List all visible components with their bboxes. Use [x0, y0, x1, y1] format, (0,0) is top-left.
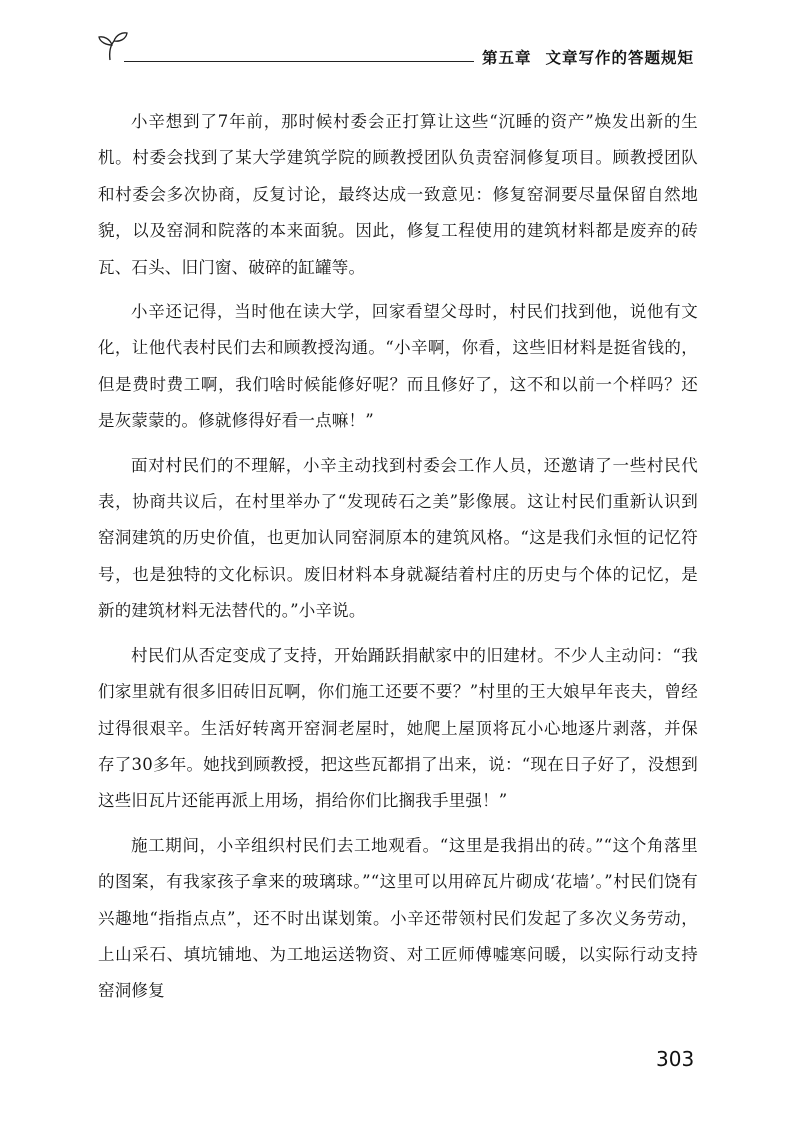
paragraph-4: 村民们从否定变成了支持，开始踊跃捐献家中的旧建材。不少人主动问：“我们家里就有很多旧砖旧瓦啊，你们施工还要不要？”村里的王大娘早年丧夫，曾经过得很艰辛。生活好转离开窑洞老屋时，她爬上屋顶将瓦小心地逐片剥落，并保存了30多年。她找到顾教授，把这些瓦都捐了出来，说：“现在日子好了，没想到这些旧瓦片还能再派上用场，捐给你们比搁我手里强！” [98, 645, 698, 811]
paragraph-2: 小辛还记得，当时他在读大学，回家看望父母时，村民们找到他，说他有文化，让他代表村民们去和顾教授沟通。“小辛啊，你看，这些旧材料是挺省钱的，但是费时费工啊，我们啥时候能修好呢？而且修好了，这不和以前一个样吗？还是灰蒙蒙的。修就修得好看一点嘛！” [98, 302, 698, 431]
sprout-ornament-icon [96, 30, 130, 62]
chapter-number: 第五章 [482, 49, 532, 67]
chapter-title: 文章写作的答题规矩 [545, 49, 695, 67]
paragraph-5: 施工期间，小辛组织村民们去工地观看。“这里是我捐出的砖。”“这个角落里的图案，有我家孩子拿来的玻璃球。”“这里可以用碎瓦片砌成‘花墙’。”村民们饶有兴趣地“指指点点”，还不时出谋划策。小辛还带领村民们发起了多次义务劳动，上山采石、填坑铺地、为工地运送物资、对工匠师傅嘘寒问暖，以实际行动支持窑洞修复 [98, 835, 698, 1001]
body-text [98, 104, 698, 1018]
header-rule [124, 61, 474, 62]
running-header [0, 0, 800, 80]
paragraph-1: 小辛想到了7年前，那时候村委会正打算让这些“沉睡的资产”焕发出新的生机。村委会找到了某大学建筑学院的顾教授团队负责窑洞修复项目。顾教授团队和村委会多次协商，反复讨论，最终达成一致意见：修复窑洞要尽量保留自然地貌，以及窑洞和院落的本来面貌。因此，修复工程使用的建筑材料都是废弃的砖瓦、石头、旧门窗、破碎的缸罐等。 [98, 112, 698, 277]
page-number: 303 [656, 1047, 695, 1071]
paragraph-3: 面对村民们的不理解，小辛主动找到村委会工作人员，还邀请了一些村民代表，协商共议后，在村里举办了“发现砖石之美”影像展。这让村民们重新认识到窑洞建筑的历史价值，也更加认同窑洞原本的建筑风格。“这是我们永恒的记忆符号，也是独特的文化标识。废旧材料本身就凝结着村庄的历史与个体的记忆，是新的建筑材料无法替代的。”小辛说。 [98, 455, 698, 621]
chapter-heading [482, 46, 694, 68]
